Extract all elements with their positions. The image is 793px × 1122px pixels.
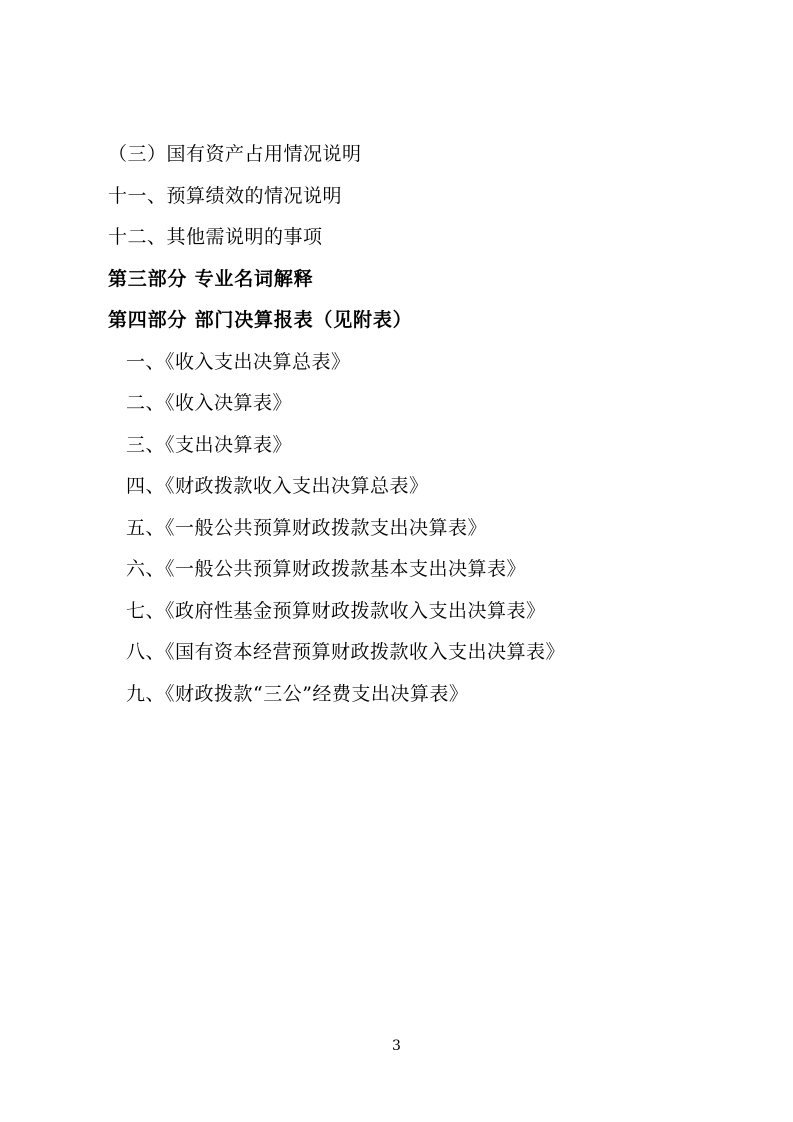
toc-line: 四、《财政拨款收入支出决算总表》 — [126, 475, 429, 497]
toc-line: （三）国有资产占用情况说明 — [108, 143, 362, 165]
toc-line: 九、《财政拨款“三公”经费支出决算表》 — [126, 682, 469, 705]
toc-line: 三、《支出决算表》 — [126, 433, 293, 456]
document-body — [108, 134, 688, 715]
toc-line: 八、《国有资本经营预算财政拨款收入支出决算表》 — [126, 641, 566, 663]
toc-line: 一、《收入支出决算总表》 — [126, 350, 351, 373]
toc-line: 十二、其他需说明的事项 — [108, 226, 323, 248]
page-number: 3 — [392, 1038, 401, 1054]
toc-line: 二、《收入决算表》 — [126, 392, 293, 414]
toc-line: 十一、预算绩效的情况说明 — [108, 184, 343, 207]
toc-line: 七、《政府性基金预算财政拨款收入支出决算表》 — [126, 599, 546, 622]
section-heading: 第三部分 专业名词解释 — [108, 267, 314, 290]
section-heading: 第四部分 部门决算报表（见附表） — [108, 309, 413, 331]
toc-line: 六、《一般公共预算财政拨款基本支出决算表》 — [126, 558, 527, 580]
toc-line: 五、《一般公共预算财政拨款支出决算表》 — [126, 516, 488, 539]
